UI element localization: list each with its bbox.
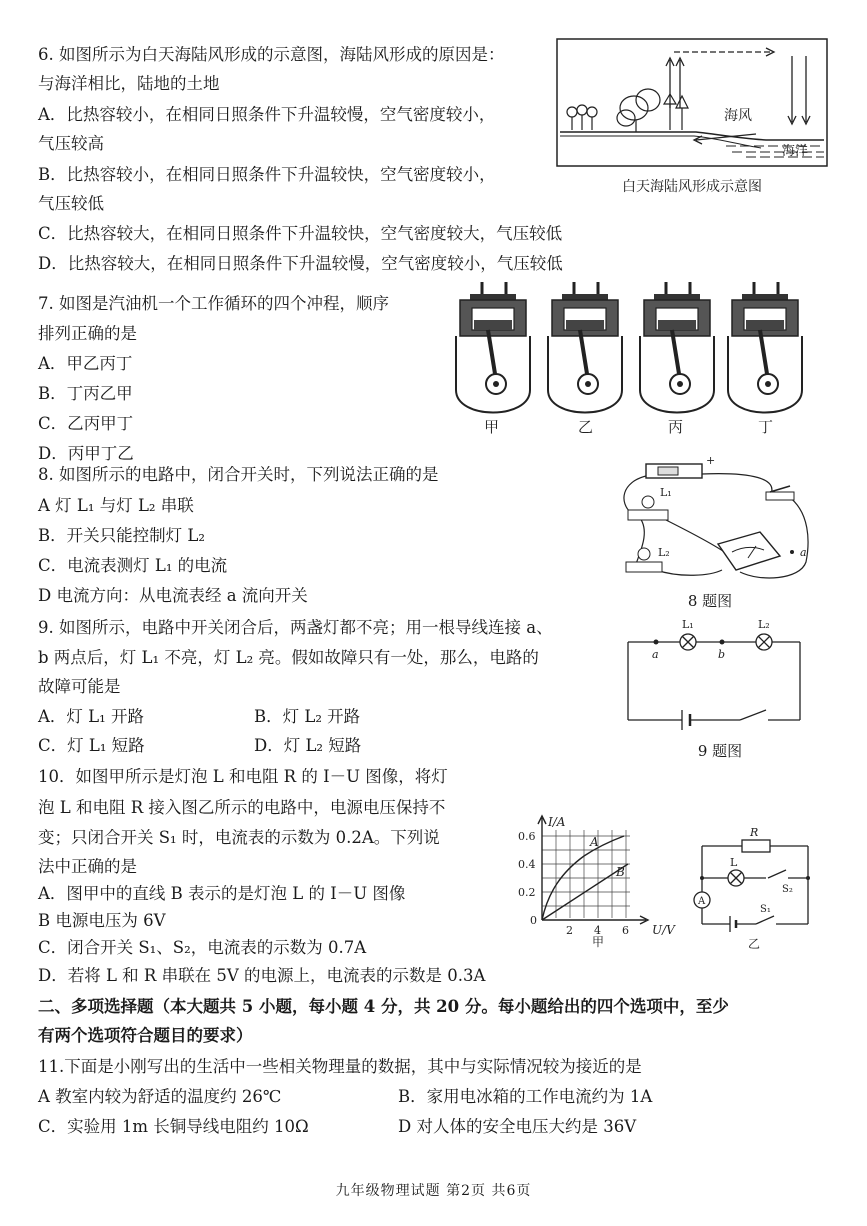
- circuit-caption-yi: 乙: [748, 937, 761, 951]
- q7-stem-line2: 排列正确的是: [38, 324, 137, 343]
- q10-option-a: A．图甲中的直线 B 表示的是灯泡 L 的 I－U 图像: [38, 884, 406, 903]
- q8-circuit-figure: [610, 452, 822, 588]
- curve-a-label: A: [590, 835, 599, 849]
- section2-heading-line1: 二、多项选择题（本大题共 5 小题，每小题 4 分，共 20 分。每小题给出的四个选项中，至少: [38, 997, 729, 1016]
- q8-label-l1: L₁: [660, 486, 672, 499]
- switch-s2-label: S₂: [782, 884, 793, 895]
- x-axis-label: U/V: [652, 923, 675, 937]
- q8-option-a: A 灯 L₁ 与灯 L₂ 串联: [38, 496, 194, 515]
- ammeter-label: A: [698, 896, 706, 907]
- q9-option-d: D．灯 L₂ 短路: [254, 736, 362, 755]
- q8-option-d: D 电流方向：从电流表经 a 流向开关: [38, 586, 308, 605]
- q9-point-b: b: [718, 648, 726, 661]
- q9-point-a: a: [652, 648, 659, 661]
- engine-strokes-figure: [452, 280, 808, 440]
- y-axis-label: I/A: [548, 815, 566, 829]
- q7-option-d: D．丙甲丁乙: [38, 444, 134, 463]
- graph-caption-jia: 甲: [592, 935, 605, 949]
- page-footer: 九年级物理试题 第2页 共6页: [335, 1183, 532, 1199]
- q10-stem-line2: 泡 L 和电阻 R 接入图乙所示的电路中，电源电压保持不: [38, 798, 446, 817]
- switch-s1-label: S₁: [760, 904, 771, 915]
- sea-land-breeze-caption: 白天海陆风形成示意图: [622, 179, 762, 195]
- engine-label-yi: 乙: [578, 418, 594, 436]
- q10-stem-line3: 变；只闭合开关 S₁ 时，电流表的示数为 0.2A。下列说: [38, 828, 440, 847]
- q6-stem-line1: 6. 如图所示为白天海陆风形成的示意图，海陆风形成的原因是：: [38, 45, 505, 64]
- q9-circuit-figure: [620, 614, 806, 736]
- q6-option-b-cont: 气压较低: [38, 194, 104, 213]
- q11-option-d: D 对人体的安全电压大约是 36V: [398, 1117, 637, 1136]
- q8-caption: 8 题图: [687, 592, 733, 610]
- sea-label: 海洋: [782, 144, 809, 159]
- q7-option-b: B．丁丙乙甲: [38, 384, 133, 403]
- curve-b-label: B: [616, 865, 625, 879]
- q10-option-d: D．若将 L 和 R 串联在 5V 的电源上，电流表的示数是 0.3A: [38, 966, 486, 985]
- q6-stem-line2: 与海洋相比，陆地的土地: [38, 74, 220, 93]
- q6-option-a-cont: 气压较高: [38, 134, 104, 153]
- q8-point-a: a: [800, 546, 807, 559]
- x-tick-4: 4: [594, 924, 601, 937]
- x-tick-6: 6: [622, 924, 629, 937]
- q8-stem: 8. 如图所示的电路中，闭合开关时，下列说法正确的是: [38, 465, 439, 484]
- x-tick-2: 2: [566, 924, 573, 937]
- q9-stem-line2: b 两点后，灯 L₁ 不亮，灯 L₂ 亮。假如故障只有一处，那么，电路的: [38, 648, 539, 667]
- q6-option-b: B．比热容较小，在相同日照条件下升温较快，空气密度较小，: [38, 165, 496, 184]
- y-tick-0-4: 0.4: [518, 858, 536, 871]
- q11-option-c: C．实验用 1m 长铜导线电阻约 10Ω: [38, 1117, 309, 1136]
- q9-caption: 9 题图: [697, 742, 743, 760]
- q8-option-b: B．开关只能控制灯 L₂: [38, 526, 205, 545]
- q6-option-a: A．比热容较小，在相同日照条件下升温较慢，空气密度较小，: [38, 105, 496, 124]
- section2-heading-line2: 有两个选项符合题目的要求）: [38, 1026, 253, 1045]
- sea-land-breeze-figure: [556, 38, 828, 168]
- engine-label-jia: 甲: [484, 418, 500, 436]
- lamp-label: L: [730, 856, 738, 869]
- q10-option-c: C．闭合开关 S₁、S₂，电流表的示数为 0.7A: [38, 938, 367, 957]
- q11-option-b: B．家用电冰箱的工作电流约为 1A: [398, 1087, 653, 1106]
- q9-stem-line1: 9. 如图所示，电路中开关闭合后，两盏灯都不亮；用一根导线连接 a、: [38, 618, 553, 637]
- engine-label-bing: 丙: [668, 418, 684, 436]
- iu-graph: [512, 812, 682, 952]
- sea-breeze-label: 海风: [724, 108, 752, 124]
- q7-option-a: A．甲乙丙丁: [38, 354, 133, 373]
- q10-stem-line4: 法中正确的是: [38, 857, 137, 876]
- q10-option-b: B 电源电压为 6V: [38, 911, 166, 930]
- battery-plus: +: [706, 454, 716, 467]
- resistor-label: R: [750, 826, 759, 839]
- q9-option-a: A．灯 L₁ 开路: [38, 707, 144, 726]
- q10-circuit-figure: [690, 826, 818, 951]
- q11-stem: 11.下面是小刚写出的生活中一些相关物理量的数据，其中与实际情况较为接近的是: [38, 1057, 642, 1076]
- q9-label-l1: L₁: [682, 618, 694, 631]
- q6-option-c: C．比热容较大，在相同日照条件下升温较快，空气密度较大，气压较低: [38, 224, 563, 243]
- q9-label-l2: L₂: [758, 618, 770, 631]
- q6-option-d: D．比热容较大，在相同日照条件下升温较慢，空气密度较小，气压较低: [38, 254, 563, 273]
- q8-label-l2: L₂: [658, 546, 670, 559]
- q11-option-a: A 教室内较为舒适的温度约 26℃: [38, 1087, 282, 1106]
- y-tick-0-6: 0.6: [518, 830, 536, 843]
- q7-stem-line1: 7. 如图是汽油机一个工作循环的四个冲程，顺序: [38, 294, 389, 313]
- q9-option-c: C．灯 L₁ 短路: [38, 736, 145, 755]
- q9-option-b: B．灯 L₂ 开路: [254, 707, 361, 726]
- q9-stem-line3: 故障可能是: [38, 677, 121, 696]
- q7-option-c: C．乙丙甲丁: [38, 414, 134, 433]
- engine-label-ding: 丁: [758, 418, 774, 436]
- y-tick-0: 0: [530, 914, 537, 927]
- y-tick-0-2: 0.2: [518, 886, 536, 899]
- q8-option-c: C．电流表测灯 L₁ 的电流: [38, 556, 228, 575]
- q10-stem-line1: 10．如图甲所示是灯泡 L 和电阻 R 的 I－U 图像，将灯: [38, 767, 448, 786]
